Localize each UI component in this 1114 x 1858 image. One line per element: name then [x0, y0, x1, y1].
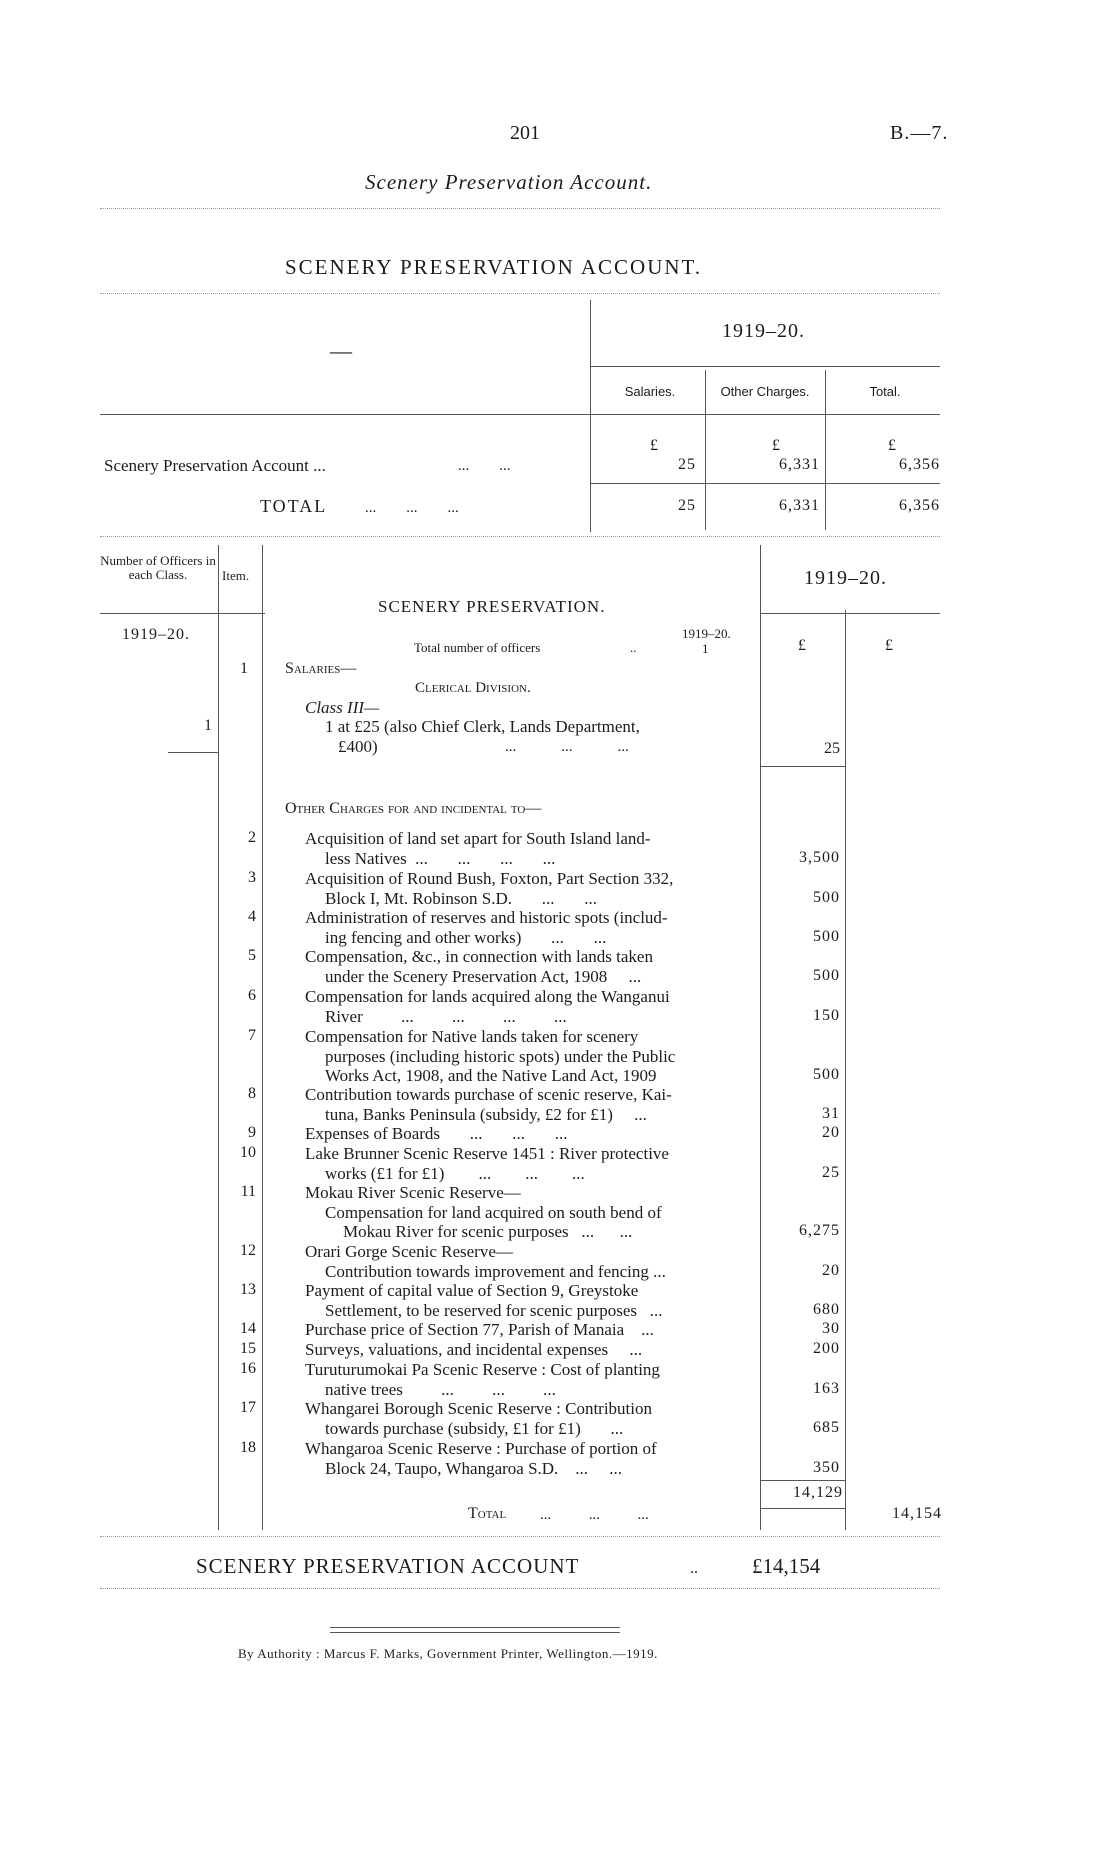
item-amount: 25 [822, 1163, 840, 1181]
item-description-line: Contribution towards improvement and fencing ... [325, 1261, 666, 1281]
salaries-heading: Salaries— [285, 660, 357, 677]
account-total-dots: .. [690, 1560, 698, 1577]
item-description-line: Expenses of Boards ... ... ... [305, 1124, 568, 1143]
item-description-line: native trees ... ... ... [325, 1379, 556, 1399]
summary-row-salaries: 25 [678, 456, 696, 473]
clerical-division-heading: Clerical Division. [415, 680, 531, 696]
item-description-line: Payment of capital value of Section 9, Greystoke [305, 1281, 639, 1300]
item-number: 17 [240, 1399, 256, 1416]
summary-row-dots: ... ... [458, 458, 511, 474]
item-amount: 500 [813, 927, 840, 945]
item-description-line: Mokau River for scenic purposes ... ... [343, 1222, 633, 1241]
summary-total-value: 6,356 [899, 497, 940, 514]
item-description-line: Orari Gorge Scenic Reserve— [305, 1242, 513, 1261]
item-description-line: Acquisition of Round Bush, Foxton, Part Section 332, [305, 869, 674, 888]
total-officers-year: 1919–20. [682, 626, 731, 641]
summary-year-rule [590, 366, 940, 367]
item-number: 16 [240, 1360, 256, 1377]
item-amount: 20 [822, 1261, 840, 1279]
detail-total-label: Total [468, 1505, 507, 1522]
summary-total-salaries: 25 [678, 497, 696, 514]
item-description-line: Purchase price of Section 77, Parish of Manaia ... [305, 1320, 654, 1339]
item-amount: 163 [813, 1379, 840, 1397]
salaries-item-number: 1 [240, 660, 248, 677]
item-number: 3 [248, 869, 256, 886]
item-description-line: less Natives ... ... ... ... [325, 848, 556, 868]
item-number: 4 [248, 908, 256, 925]
item-number: 7 [248, 1027, 256, 1044]
salaries-amount-rule [760, 766, 845, 767]
total-officers-dots: .. [630, 640, 637, 655]
running-title: Scenery Preservation Account. [365, 170, 653, 194]
summary-year: 1919–20. [722, 320, 805, 342]
detail-total-dots: ... ... ... [540, 1507, 649, 1523]
account-total-rule [100, 1588, 940, 1589]
summary-stub-divider [590, 300, 591, 532]
summary-top-rule [100, 293, 940, 294]
item-number: 14 [240, 1320, 256, 1337]
summary-total-label: TOTAL [260, 496, 328, 516]
detail-amount-divider [760, 545, 761, 1530]
column-header-officers: Number of Officers in each Class. [100, 553, 216, 582]
item-description-line: Whangarei Borough Scenic Reserve : Contribution [305, 1399, 652, 1418]
detail-officers-divider [218, 545, 219, 1530]
item-description-line: works (£1 for £1) ... ... ... [325, 1163, 585, 1183]
summary-currency-salaries: £ [650, 437, 658, 454]
item-amount: 150 [813, 1006, 840, 1024]
column-header-salaries: Salaries. [624, 384, 676, 399]
item-description-line: ing fencing and other works) ... ... [325, 927, 607, 947]
detail-title: SCENERY PRESERVATION. [378, 597, 606, 616]
item-amount: 680 [813, 1300, 840, 1318]
item-description-line: River ... ... ... ... [325, 1006, 567, 1026]
item-amount: 30 [822, 1320, 840, 1337]
item-amount: 500 [813, 888, 840, 906]
item-number: 8 [248, 1085, 256, 1102]
detail-year: 1919–20. [804, 567, 887, 589]
summary-col-divider-2 [825, 370, 826, 530]
item-description-line: Block 24, Taupo, Whangaroa S.D. ... ... [325, 1458, 623, 1478]
other-charges-subtotal-bottom-rule [760, 1508, 845, 1509]
summary-row-total: 6,356 [899, 456, 940, 473]
officers-year: 1919–20. [122, 626, 190, 643]
item-amount: 500 [813, 966, 840, 984]
item-description-line: Compensation for land acquired on south bend of [325, 1202, 662, 1222]
item-description-line: under the Scenery Preservation Act, 1908 ... [325, 966, 642, 986]
account-total-value: £14,154 [752, 1554, 821, 1578]
total-officers-value: 1 [702, 641, 709, 656]
other-charges-subtotal: 14,129 [793, 1484, 843, 1501]
account-total-label: SCENERY PRESERVATION ACCOUNT [196, 1554, 580, 1578]
page-number: 201 [510, 122, 540, 144]
item-number: 6 [248, 987, 256, 1004]
item-amount: 500 [813, 1066, 840, 1083]
detail-header-rule [100, 613, 265, 614]
item-description-line: Block I, Mt. Robinson S.D. ... ... [325, 888, 598, 908]
detail-bottom-rule [100, 1536, 940, 1537]
detail-currency-items: £ [798, 637, 806, 654]
footer-rule-2 [330, 1632, 620, 1633]
item-description-line: tuna, Banks Peninsula (subsidy, £2 for £1) ... [325, 1104, 647, 1124]
column-header-item: Item. [222, 568, 250, 583]
item-description-line: Administration of reserves and historic spots (includ- [305, 908, 668, 927]
summary-bottom-rule [100, 536, 940, 537]
salaries-line-2-dots: ... ... ... [505, 739, 629, 755]
item-description-line: purposes (including historic spots) under the Public [325, 1046, 676, 1066]
item-description-line: towards purchase (subsidy, £1 for £1) ... [325, 1418, 624, 1438]
total-officers-label: Total number of officers [414, 640, 541, 655]
item-number: 11 [240, 1183, 256, 1200]
detail-year-rule [760, 613, 940, 614]
column-header-total: Total. [869, 384, 901, 399]
item-description-line: Compensation for Native lands taken for scenery [305, 1027, 639, 1046]
item-description-line: Mokau River Scenic Reserve— [305, 1183, 521, 1202]
summary-title: SCENERY PRESERVATION ACCOUNT. [285, 255, 703, 279]
item-number: 12 [240, 1242, 256, 1259]
footer-imprint: By Authority : Marcus F. Marks, Government Printer, Wellington.—1919. [238, 1646, 658, 1661]
summary-subtotal-rule [590, 483, 940, 484]
summary-total-other: 6,331 [779, 497, 820, 514]
item-amount: 200 [813, 1340, 840, 1357]
column-header-other-charges: Other Charges. [720, 384, 810, 399]
detail-total-divider [845, 610, 846, 1530]
salaries-officers-count: 1 [204, 717, 212, 734]
item-amount: 3,500 [799, 848, 840, 866]
item-description-line: Whangaroa Scenic Reserve : Purchase of portion of [305, 1439, 657, 1458]
detail-currency-total: £ [885, 637, 893, 654]
summary-row-label: Scenery Preservation Account ... [104, 456, 326, 475]
detail-item-divider [262, 545, 263, 1530]
item-description-line: Settlement, to be reserved for scenic purposes ... [325, 1300, 663, 1320]
salaries-officers-rule [168, 752, 218, 753]
item-number: 2 [248, 829, 256, 846]
other-charges-subtotal-top-rule [760, 1480, 845, 1481]
item-number: 13 [240, 1281, 256, 1298]
item-amount: 31 [822, 1104, 840, 1122]
item-number: 18 [240, 1439, 256, 1456]
summary-stub-dash: — [330, 338, 352, 363]
item-description-line: Compensation for lands acquired along the Wanganui [305, 987, 670, 1006]
document-reference: B.—7. [890, 122, 949, 144]
summary-header-rule [100, 414, 940, 415]
salaries-amount: 25 [824, 740, 840, 757]
item-amount: 350 [813, 1458, 840, 1476]
summary-row-other: 6,331 [779, 456, 820, 473]
item-description-line: Works Act, 1908, and the Native Land Act, 1909 [325, 1066, 657, 1085]
item-amount: 20 [822, 1124, 840, 1141]
footer-rule-1 [330, 1627, 620, 1628]
item-description-line: Compensation, &c., in connection with lands taken [305, 947, 653, 966]
other-charges-heading: Other Charges for and incidental to— [285, 800, 542, 817]
summary-currency-other: £ [772, 437, 780, 454]
salaries-line-1: 1 at £25 (also Chief Clerk, Lands Department, [325, 717, 640, 736]
header-divider [100, 208, 940, 209]
detail-grand-total: 14,154 [892, 1505, 942, 1522]
item-description-line: Lake Brunner Scenic Reserve 1451 : River protective [305, 1144, 669, 1163]
item-description-line: Turuturumokai Pa Scenic Reserve : Cost of planting [305, 1360, 660, 1379]
item-number: 9 [248, 1124, 256, 1141]
item-number: 10 [240, 1144, 256, 1161]
summary-currency-total: £ [888, 437, 896, 454]
item-description-line: Surveys, valuations, and incidental expenses ... [305, 1340, 643, 1359]
class-heading: Class III— [305, 698, 380, 717]
item-description-line: Acquisition of land set apart for South Island land- [305, 829, 651, 848]
summary-total-dots: ... ... ... [365, 500, 459, 516]
salaries-line-2: £400) [338, 737, 378, 756]
item-amount: 685 [813, 1418, 840, 1436]
item-number: 5 [248, 947, 256, 964]
item-amount: 6,275 [799, 1222, 840, 1239]
item-number: 15 [240, 1340, 256, 1357]
item-description-line: Contribution towards purchase of scenic reserve, Kai- [305, 1085, 672, 1104]
